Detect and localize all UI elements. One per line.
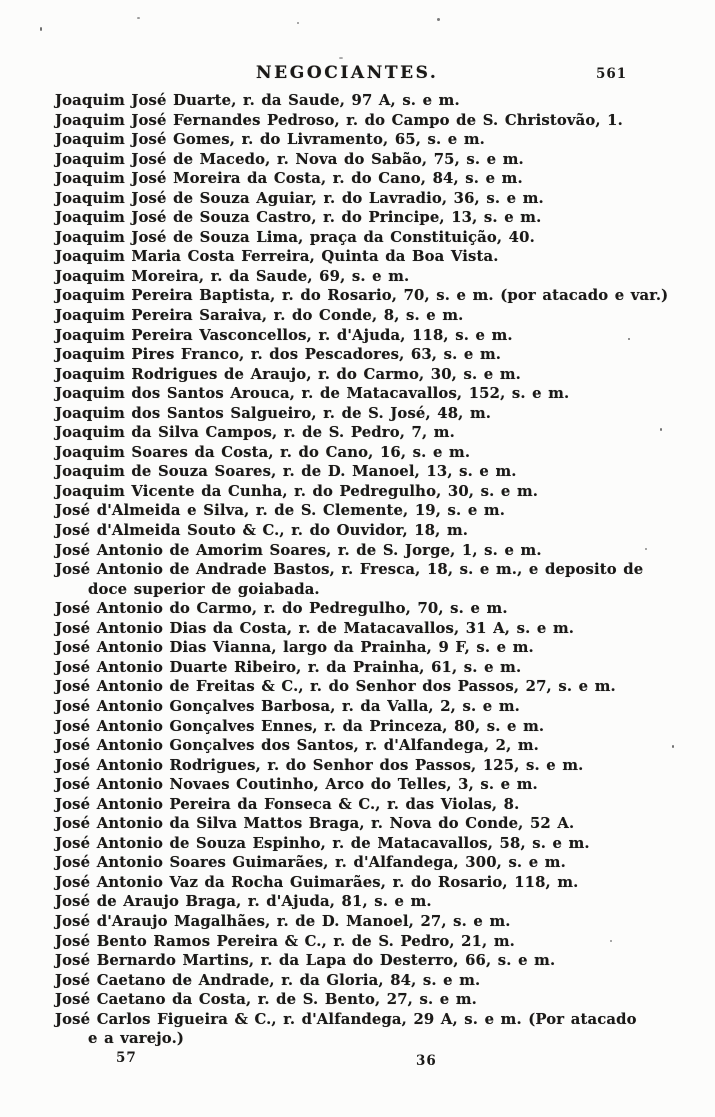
running-head [0, 63, 715, 87]
page-title: NEGOCIANTES. [256, 63, 439, 83]
directory-entry [0, 990, 715, 1010]
entry-line: José Antonio Rodrigues, r. do Senhor dos Passos, 125, s. e m. [55, 756, 584, 774]
directory-entry [0, 130, 715, 150]
directory-entry [0, 521, 715, 541]
footer-signature-right: 36 [416, 1053, 437, 1069]
directory-entry [0, 306, 715, 326]
entry-line: José Antonio Soares Guimarães, r. d'Alfandega, 300, s. e m. [55, 854, 566, 872]
scan-speck [672, 745, 674, 748]
entry-line: Joaquim de Souza Soares, r. de D. Manoel, 13, s. e m. [55, 463, 517, 481]
entry-line: Joaquim José Duarte, r. da Saude, 97 A, s. e m. [55, 92, 460, 109]
directory-entry [0, 677, 715, 697]
entry-line: José d'Almeida e Silva, r. de S. Clemente, 19, s. e m. [55, 502, 506, 520]
directory-entry [0, 599, 715, 619]
entry-line: José Caetano de Andrade, r. da Gloria, 84, s. e m. [55, 971, 481, 989]
entry-line: Joaquim Pereira Vasconcellos, r. d'Ajuda, 118, s. e m. [55, 326, 513, 344]
directory-entry [0, 1010, 715, 1049]
directory-entry [0, 912, 715, 932]
footer-signature-left: 57 [116, 1050, 137, 1066]
entry-line: Joaquim José Fernandes Pedroso, r. do Campo de S. Christovão, 1. [55, 111, 623, 129]
directory-entry [0, 697, 715, 717]
scan-speck [137, 17, 140, 19]
directory-entry [0, 795, 715, 815]
entry-line: Joaquim José de Souza Castro, r. do Principe, 13, s. e m. [55, 209, 542, 227]
entry-line: José Bernardo Martins, r. da Lapa do Desterro, 66, s. e m. [55, 952, 556, 970]
scan-speck [645, 548, 647, 550]
directory-entry [0, 404, 715, 424]
entry-line: Joaquim dos Santos Salgueiro, r. de S. José, 48, m. [55, 404, 492, 422]
directory-entry [0, 423, 715, 443]
entry-line: José Antonio Gonçalves Barbosa, r. da Valla, 2, s. e m. [55, 697, 520, 715]
entry-continuation-line: doce superior de goiabada. [88, 580, 320, 598]
entry-line: José Antonio de Amorim Soares, r. de S. Jorge, 1, s. e m. [55, 541, 542, 559]
directory-entry [0, 619, 715, 639]
directory-entry [0, 345, 715, 365]
entry-line: José Antonio de Andrade Bastos, r. Fresca, 18, s. e m., e deposito de [55, 561, 644, 579]
directory-entry [0, 326, 715, 346]
scan-speck [339, 57, 343, 59]
directory-entry [0, 756, 715, 776]
directory-entry [0, 560, 715, 599]
scan-speck [40, 27, 42, 31]
entry-line: José Antonio Dias da Costa, r. de Matacavallos, 31 A, s. e m. [55, 619, 575, 637]
entry-line: Joaquim José de Souza Lima, praça da Constituição, 40. [55, 228, 535, 246]
directory-entry [0, 853, 715, 873]
directory-entry [0, 462, 715, 482]
entry-line: José d'Almeida Souto & C., r. do Ouvidor, 18, m. [55, 522, 469, 540]
entry-line: José Caetano da Costa, r. de S. Bento, 27, s. e m. [55, 991, 477, 1009]
entry-line: José Carlos Figueira & C., r. d'Alfandega, 29 A, s. e m. (Por atacado [55, 1010, 637, 1028]
directory-entry [0, 228, 715, 248]
entry-line: Joaquim Rodrigues de Araujo, r. do Carmo, 30, s. e m. [55, 365, 521, 383]
directory-entry [0, 951, 715, 971]
directory-entry [0, 208, 715, 228]
directory-entry [0, 286, 715, 306]
directory-entry [0, 638, 715, 658]
entry-line: Joaquim José de Macedo, r. Nova do Sabão, 75, s. e m. [55, 150, 524, 168]
scan-speck [297, 22, 299, 24]
entry-line: José Antonio Dias Vianna, largo da Prainha, 9 F, s. e m. [55, 639, 534, 657]
entry-line: Joaquim José de Souza Aguiar, r. do Lavradio, 36, s. e m. [55, 189, 544, 207]
directory-entry [0, 482, 715, 502]
entry-line: José Bento Ramos Pereira & C., r. de S. Pedro, 21, m. [55, 932, 515, 950]
entry-line: Joaquim Vicente da Cunha, r. do Pedregulho, 30, s. e m. [55, 482, 539, 500]
entry-line: Joaquim José Gomes, r. do Livramento, 65, s. e m. [55, 131, 485, 149]
entry-line: Joaquim Soares da Costa, r. do Cano, 16, s. e m. [55, 443, 471, 461]
directory-entry [0, 91, 715, 111]
directory-entry [0, 775, 715, 795]
entry-line: Joaquim Pires Franco, r. dos Pescadores, 63, s. e m. [55, 346, 502, 364]
directory-entry [0, 384, 715, 404]
entry-line: José de Araujo Braga, r. d'Ajuda, 81, s. e m. [55, 893, 432, 911]
scan-speck [610, 940, 612, 942]
directory-list [0, 91, 715, 1049]
directory-entry [0, 834, 715, 854]
entry-line: Joaquim da Silva Campos, r. de S. Pedro, 7, m. [55, 424, 455, 442]
directory-entry [0, 111, 715, 131]
directory-entry [0, 247, 715, 267]
directory-entry [0, 150, 715, 170]
directory-entry [0, 717, 715, 737]
scan-speck [660, 428, 662, 431]
directory-entry [0, 169, 715, 189]
entry-line: Joaquim Pereira Baptista, r. do Rosario, 70, s. e m. (por atacado e var.) [55, 287, 669, 305]
entry-continuation-line: e a varejo.) [88, 1030, 185, 1048]
entry-line: Joaquim dos Santos Arouca, r. de Matacavallos, 152, s. e m. [55, 385, 570, 403]
entry-line: José Antonio de Freitas & C., r. do Senhor dos Passos, 27, s. e m. [55, 678, 616, 696]
entry-line: José Antonio da Silva Mattos Braga, r. Nova do Conde, 52 A. [55, 815, 575, 833]
entry-line: José d'Araujo Magalhães, r. de D. Manoel, 27, s. e m. [55, 912, 511, 930]
entry-line: José Antonio Duarte Ribeiro, r. da Prainha, 61, s. e m. [55, 658, 522, 676]
scan-speck [628, 338, 630, 340]
entry-line: Joaquim José Moreira da Costa, r. do Cano, 84, s. e m. [55, 170, 523, 188]
entry-line: José Antonio Gonçalves Ennes, r. da Princeza, 80, s. e m. [55, 717, 545, 735]
directory-entry [0, 443, 715, 463]
scan-speck [437, 18, 440, 21]
directory-entry [0, 932, 715, 952]
directory-entry [0, 892, 715, 912]
entry-line: Joaquim Moreira, r. da Saude, 69, s. e m. [55, 267, 410, 285]
entry-line: José Antonio do Carmo, r. do Pedregulho, 70, s. e m. [55, 600, 508, 618]
entry-line: José Antonio Gonçalves dos Santos, r. d'Alfandega, 2, m. [55, 737, 539, 755]
directory-entry [0, 541, 715, 561]
entry-line: José Antonio Novaes Coutinho, Arco do Telles, 3, s. e m. [55, 776, 538, 794]
directory-entry [0, 267, 715, 287]
entry-line: José Antonio Vaz da Rocha Guimarães, r. do Rosario, 118, m. [55, 873, 579, 891]
directory-entry [0, 814, 715, 834]
entry-line: José Antonio Pereira da Fonseca & C., r. das Violas, 8. [55, 795, 520, 813]
page-number: 561 [596, 66, 628, 82]
directory-entry [0, 873, 715, 893]
directory-entry [0, 658, 715, 678]
directory-entry [0, 189, 715, 209]
directory-entry [0, 501, 715, 521]
directory-entry [0, 365, 715, 385]
entry-line: José Antonio de Souza Espinho, r. de Matacavallos, 58, s. e m. [55, 834, 590, 852]
directory-entry [0, 971, 715, 991]
directory-entry [0, 736, 715, 756]
entry-line: Joaquim Maria Costa Ferreira, Quinta da Boa Vista. [55, 248, 499, 266]
entry-line: Joaquim Pereira Saraiva, r. do Conde, 8, s. e m. [55, 307, 464, 325]
